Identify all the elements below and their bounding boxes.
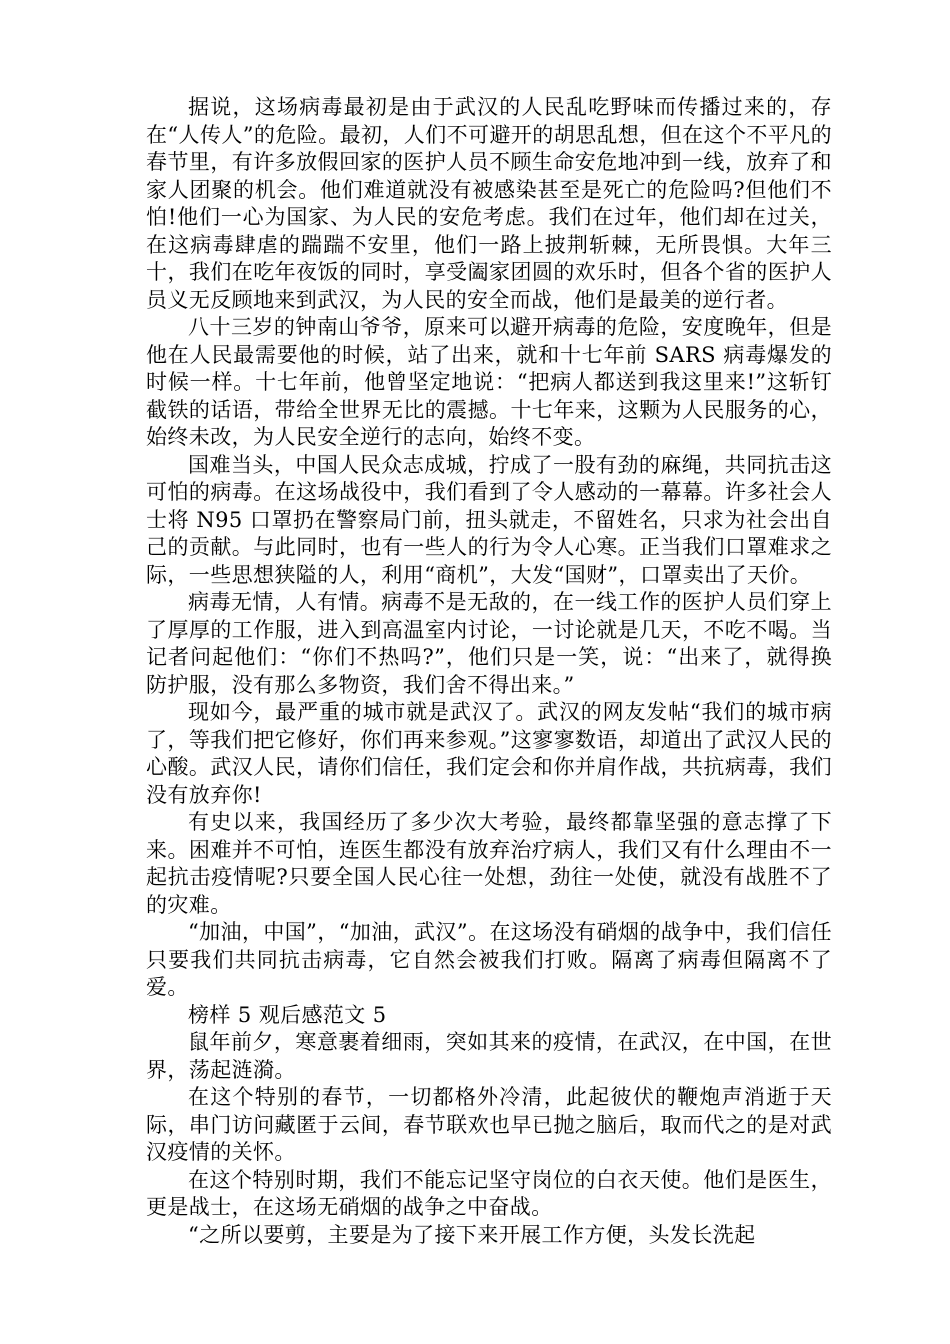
- document-page: [146, 94, 832, 1249]
- paragraph: “之所以要剪，主要是为了接下来开展工作方便，头发长洗起: [188, 1222, 756, 1247]
- paragraph: 病毒无情，人有情。病毒不是无敌的，在一线工作的医护人员们穿上了厚厚的工作服，进入到高温室内讨论，一讨论就是几天，不吃不喝。当记者问起他们：“你们不热吗?”，他们只是一笑，说：“出来了，就得换防护服，没有那么多物资，我们舍不得出来。”: [146, 590, 832, 697]
- paragraph: 有史以来，我国经历了多少次大考验，最终都靠坚强的意志撑了下来。困难并不可怕，连医生都没有放弃治疗病人，我们又有什么理由不一起抗击疫情呢?只要全国人民心往一处想，劲往一处使，就没有战胜不了的灾难。: [146, 810, 832, 917]
- paragraph: 八十三岁的钟南山爷爷，原来可以避开病毒的危险，安度晚年，但是他在人民最需要他的时候，站了出来，就和十七年前 SARS 病毒爆发的时候一样。十七年前，他曾坚定地说：“把病人都送到我这里来!”这斩钉截铁的话语，带给全世界无比的震撼。十七年来，这颗为人民服务的心，始终未改，为人民安全逆行的志向，始终不变。: [146, 315, 832, 449]
- paragraph: 在这个特别时期，我们不能忘记坚守岗位的白衣天使。他们是医生，更是战士，在这场无硝烟的战争之中奋战。: [146, 1167, 832, 1219]
- paragraph: 鼠年前夕，寒意裹着细雨，突如其来的疫情，在武汉，在中国，在世界，荡起涟漪。: [146, 1030, 832, 1082]
- paragraph: 国难当头，中国人民众志成城，拧成了一股有劲的麻绳，共同抗击这可怕的病毒。在这场战役中，我们看到了令人感动的一幕幕。许多社会人士将 N95 口罩扔在警察局门前，扭头就走，不留姓名，只求为社会出自己的贡献。与此同时，也有一些人的行为令人心寒。正当我们口罩难求之际，一些思想狭隘的人，利用“商机”，大发“国财”，口罩卖出了天价。: [146, 452, 832, 587]
- paragraph: 据说，这场病毒最初是由于武汉的人民乱吃野味而传播过来的，存在“人传人”的危险。最初，人们不可避开的胡思乱想，但在这个不平凡的春节里，有许多放假回家的医护人员不顾生命安危地冲到一线，放弃了和家人团聚的机会。他们难道就没有被感染甚至是死亡的危险吗?但他们不怕!他们一心为国家、为人民的安危考虑。我们在过年，他们却在过关，在这病毒肆虐的踹踹不安里，他们一路上披荆斩棘，无所畏惧。大年三十，我们在吃年夜饭的同时，享受阖家团圆的欢乐时，但各个省的医护人员义无反顾地来到武汉，为人民的安全而战，他们是最美的逆行者。: [146, 95, 832, 312]
- section-title: 榜样 5 观后感范文 5: [188, 1002, 387, 1027]
- paragraph: 在这个特别的春节，一切都格外冷清，此起彼伏的鞭炮声消逝于天际，串门访问藏匿于云间，春节联欢也早已抛之脑后，取而代之的是对武汉疫情的关怀。: [146, 1085, 832, 1164]
- paragraph: 现如今，最严重的城市就是武汉了。武汉的网友发帖“我们的城市病了，等我们把它修好，你们再来参观。”这寥寥数语，却道出了武汉人民的心酸。武汉人民，请你们信任，我们定会和你并肩作战，共抗病毒，我们没有放弃你!: [146, 700, 832, 807]
- paragraph: “加油，中国”，“加油，武汉”。在这场没有硝烟的战争中，我们信任只要我们共同抗击病毒，它自然会被我们打败。隔离了病毒但隔离不了爱。: [146, 920, 832, 999]
